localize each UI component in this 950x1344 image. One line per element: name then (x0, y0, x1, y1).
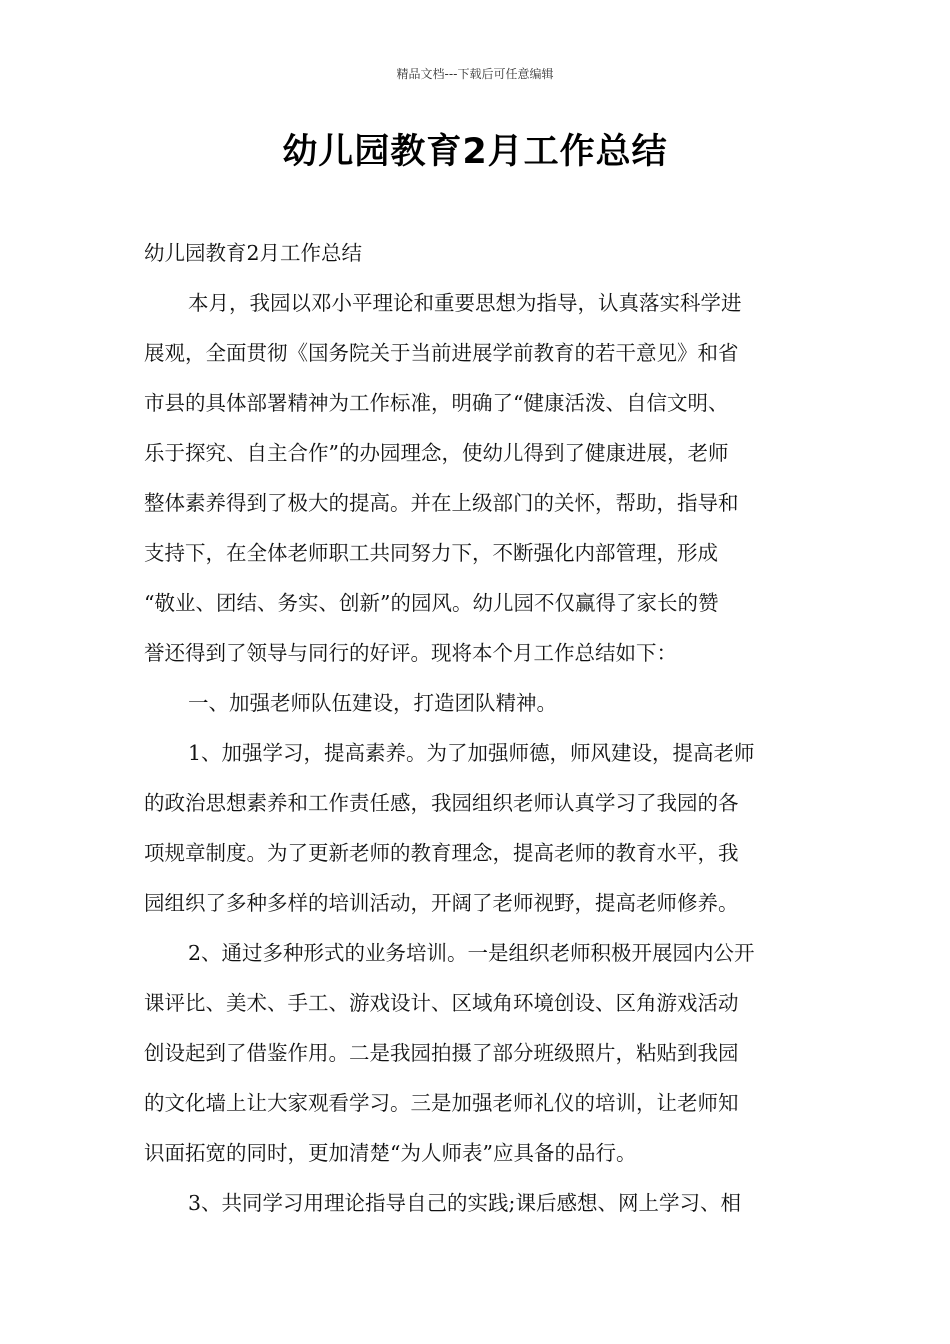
text-line: 3、共同学习用理论指导自己的实践;课后感想、网上学习、相 (188, 1191, 741, 1215)
text-line: 展观，全面贯彻《国务院关于当前进展学前教育的若干意见》和省 (144, 341, 739, 365)
text-line: 创设起到了借鉴作用。二是我园拍摄了部分班级照片，粘贴到我园 (144, 1041, 739, 1065)
text-line: 一、加强老师队伍建设，打造团队精神。 (188, 691, 557, 715)
text-line: 市县的具体部署精神为工作标准，明确了“健康活泼、自信文明、 (144, 391, 729, 415)
text-line: 整体素养得到了极大的提高。并在上级部门的关怀，帮助，指导和 (144, 491, 739, 515)
text-line: 课评比、美术、手工、游戏设计、区域角环境创设、区角游戏活动 (144, 991, 739, 1015)
text-line: 的文化墙上让大家观看学习。三是加强老师礼仪的培训，让老师知 (144, 1091, 739, 1115)
text-line: 2、通过多种形式的业务培训。一是组织老师积极开展园内公开 (188, 941, 755, 965)
header-note: 精品文档---下载后可任意编辑 (396, 67, 554, 81)
text-line: 的政治思想素养和工作责任感，我园组织老师认真学习了我园的各 (144, 791, 739, 815)
text-line: 支持下，在全体老师职工共同努力下，不断强化内部管理，形成 (144, 541, 718, 565)
text-line: 誉还得到了领导与同行的好评。现将本个月工作总结如下： (144, 641, 677, 665)
text-line: 幼儿园教育2月工作总结 (144, 241, 363, 265)
text-line: “敬业、团结、务实、创新”的园风。幼儿园不仅赢得了家长的赞 (144, 591, 719, 615)
text-line: 识面拓宽的同时，更加清楚“为人师表”应具备的品行。 (144, 1141, 637, 1165)
text-line: 项规章制度。为了更新老师的教育理念，提高老师的教育水平，我 (144, 841, 739, 865)
text-line: 1、加强学习，提高素养。为了加强师德，师风建设，提高老师 (188, 741, 755, 765)
text-line: 本月，我园以邓小平理论和重要思想为指导，认真落实科学进 (188, 291, 742, 315)
document-title: 幼儿园教育2月工作总结 (282, 132, 668, 172)
text-line: 乐于探究、自主合作”的办园理念，使幼儿得到了健康进展，老师 (144, 441, 729, 465)
text-line: 园组织了多种多样的培训活动，开阔了老师视野，提高老师修养。 (144, 891, 739, 915)
document-body (144, 228, 808, 1228)
